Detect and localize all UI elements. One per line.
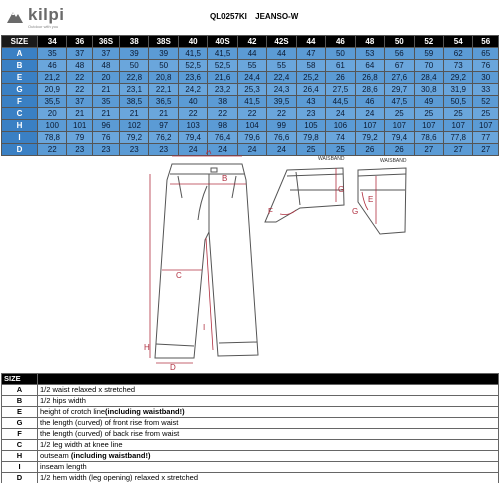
measurement-value: 35 (92, 96, 119, 108)
measurement-value: 44 (267, 48, 296, 60)
pants-label-i: I (203, 323, 206, 332)
measurement-value: 62 (444, 48, 473, 60)
pants-label-b: B (222, 174, 228, 183)
size-column-header: 44 (296, 36, 325, 48)
measurement-value: 39,5 (267, 96, 296, 108)
size-table-row (2, 96, 499, 108)
measurement-value: 24 (267, 144, 296, 156)
pants-label-h: H (144, 343, 150, 352)
measurement-value: 50 (149, 60, 178, 72)
legend-key: F (2, 429, 38, 440)
legend-text: 1/2 waist relaxed x stretched (40, 385, 136, 394)
measurement-value: 26,8 (355, 72, 384, 84)
legend-description (38, 396, 499, 407)
measurement-value: 30,8 (414, 84, 443, 96)
size-column-header: 52 (414, 36, 443, 48)
measurement-value: 26 (326, 72, 355, 84)
measurement-value: 23,1 (120, 84, 149, 96)
measurement-value: 107 (355, 120, 384, 132)
back-waistband-label: WAISBAND (380, 158, 407, 164)
legend-text: 1/2 hips width (40, 396, 86, 405)
size-column-header: 38 (120, 36, 149, 48)
measurement-value: 20 (38, 108, 67, 120)
measurement-value: 103 (178, 120, 207, 132)
legend-key: D (2, 473, 38, 483)
measurement-value: 21 (149, 108, 178, 120)
measurement-value: 27,5 (326, 84, 355, 96)
legend-description (38, 385, 499, 396)
measurement-value: 99 (267, 120, 296, 132)
measurement-key: H (2, 120, 38, 132)
measurement-value: 96 (92, 120, 119, 132)
measurement-value: 79,6 (237, 132, 266, 144)
measurement-value: 73 (444, 60, 473, 72)
measurement-value: 27 (414, 144, 443, 156)
legend-description (38, 440, 499, 451)
legend-note: (including waistband!) (105, 407, 185, 416)
measurement-value: 38,5 (120, 96, 149, 108)
measurement-value: 107 (473, 120, 499, 132)
product-code: QL0257KI (210, 12, 247, 21)
measurement-value: 52,5 (178, 60, 207, 72)
measurement-value: 76 (473, 60, 499, 72)
legend-key: A (2, 385, 38, 396)
measurement-value: 22,8 (120, 72, 149, 84)
legend-text: 1/2 hem width (leg opening) relaxed x stretched (40, 473, 199, 482)
measurement-value: 67 (385, 60, 414, 72)
size-table-row (2, 48, 499, 60)
measurement-value: 41,5 (208, 48, 237, 60)
brand-name: kilpi (28, 5, 65, 24)
measurement-key: I (2, 132, 38, 144)
measurement-value: 28,6 (355, 84, 384, 96)
measurement-value: 50 (120, 60, 149, 72)
measurement-value: 48 (92, 60, 119, 72)
size-column-header: 36S (92, 36, 119, 48)
measurement-value: 29,2 (444, 72, 473, 84)
measurement-value: 24,4 (237, 72, 266, 84)
legend-description (38, 462, 499, 473)
measurement-value: 21,6 (208, 72, 237, 84)
measurement-value: 79,4 (385, 132, 414, 144)
measurement-value: 23 (296, 108, 325, 120)
measurement-value: 22 (237, 108, 266, 120)
measurement-key: B (2, 60, 38, 72)
measurement-value: 27,6 (385, 72, 414, 84)
size-column-header: 42 (237, 36, 266, 48)
measurement-value: 20,9 (38, 84, 67, 96)
measurement-value: 56 (385, 48, 414, 60)
measurement-value: 27 (473, 144, 499, 156)
measurement-value: 102 (120, 120, 149, 132)
measurement-value: 24 (208, 144, 237, 156)
size-column-header: 56 (473, 36, 499, 48)
legend-key: C (2, 440, 38, 451)
measurement-value: 23,2 (208, 84, 237, 96)
measurement-value: 79,2 (355, 132, 384, 144)
measurement-value: 24,3 (267, 84, 296, 96)
measurement-value: 35 (38, 48, 67, 60)
measurement-value: 65 (473, 48, 499, 60)
size-table-row (2, 120, 499, 132)
size-column-header: 42S (267, 36, 296, 48)
measurement-value: 58 (296, 60, 325, 72)
measurement-value: 40 (178, 96, 207, 108)
measurement-value: 97 (149, 120, 178, 132)
measurement-value: 46 (355, 96, 384, 108)
measurement-value: 25,3 (237, 84, 266, 96)
size-table-body (2, 48, 499, 156)
measurement-value: 21,2 (38, 72, 67, 84)
measurement-value: 61 (326, 60, 355, 72)
measurement-value: 26 (355, 144, 384, 156)
measurement-value: 44,5 (326, 96, 355, 108)
size-table-row (2, 72, 499, 84)
measurement-value: 55 (267, 60, 296, 72)
measurement-value: 79 (67, 132, 93, 144)
measurement-value: 24 (178, 144, 207, 156)
header (0, 0, 500, 34)
measurement-value: 23 (92, 144, 119, 156)
legend-row (2, 462, 499, 473)
legend-note: (including waistband!) (70, 451, 151, 460)
measurement-value: 79,2 (120, 132, 149, 144)
size-column-header: 36 (67, 36, 93, 48)
measurement-value: 23 (67, 144, 93, 156)
measurement-value: 25 (473, 108, 499, 120)
legend-row (2, 440, 499, 451)
legend-description (38, 451, 499, 462)
legend-row (2, 385, 499, 396)
front-waistband-label: WAISBAND (318, 156, 345, 162)
front-label-g: G (338, 185, 345, 194)
legend-description (38, 473, 499, 483)
waist-front-detail (265, 168, 344, 222)
measurement-value: 38 (208, 96, 237, 108)
measurement-value: 25 (296, 144, 325, 156)
measurement-value: 107 (414, 120, 443, 132)
measurement-value: 46 (38, 60, 67, 72)
measurement-key: G (2, 84, 38, 96)
front-measure-f-line (280, 210, 296, 215)
measurement-value: 78,6 (414, 132, 443, 144)
measurement-value: 76,4 (208, 132, 237, 144)
measurement-key: A (2, 48, 38, 60)
measurement-value: 22 (67, 84, 93, 96)
measurement-value: 27 (444, 144, 473, 156)
measurement-value: 77 (473, 132, 499, 144)
legend-text: height of crotch line (40, 407, 106, 416)
legend-text: 1/2 leg width at knee line (40, 440, 123, 449)
measurement-value: 25 (326, 144, 355, 156)
measurement-value: 35,5 (38, 96, 67, 108)
legend-row (2, 418, 499, 429)
measurement-value: 74 (326, 132, 355, 144)
measurement-value: 52,5 (208, 60, 237, 72)
measurement-value: 22 (38, 144, 67, 156)
legend-row (2, 407, 499, 418)
size-table-row (2, 132, 499, 144)
size-table (1, 35, 499, 156)
measurement-value: 107 (444, 120, 473, 132)
measurement-value: 52 (473, 96, 499, 108)
measurement-value: 41,5 (237, 96, 266, 108)
legend-key: G (2, 418, 38, 429)
measurement-value: 79,8 (296, 132, 325, 144)
measurement-value: 22,1 (149, 84, 178, 96)
legend-description (38, 429, 499, 440)
measurement-value: 37 (67, 96, 93, 108)
measurement-value: 23 (120, 144, 149, 156)
measurement-value: 22 (67, 72, 93, 84)
measurement-value: 31,9 (444, 84, 473, 96)
measurement-value: 24 (355, 108, 384, 120)
measurement-key: D (2, 144, 38, 156)
pants-label-c: C (176, 271, 182, 280)
measurement-value: 47,5 (385, 96, 414, 108)
measurement-value: 30 (473, 72, 499, 84)
legend-key: I (2, 462, 38, 473)
legend-row (2, 451, 499, 462)
pants-outline (155, 164, 258, 358)
legend-text: outseam (40, 451, 71, 460)
legend-header-label: SIZE (2, 374, 38, 385)
measurement-value: 64 (355, 60, 384, 72)
measurement-value: 44 (237, 48, 266, 60)
measurement-value: 107 (385, 120, 414, 132)
size-column-header: 50 (385, 36, 414, 48)
size-column-header: 40S (208, 36, 237, 48)
measurement-key: F (2, 96, 38, 108)
measurement-value: 26 (385, 144, 414, 156)
measurement-value: 76,6 (267, 132, 296, 144)
measurement-value: 39 (120, 48, 149, 60)
measurement-value: 41,5 (178, 48, 207, 60)
measurement-value: 76 (92, 132, 119, 144)
legend-description (38, 418, 499, 429)
size-table-header (2, 36, 499, 48)
size-table-row (2, 84, 499, 96)
measurement-value: 105 (296, 120, 325, 132)
measurement-value: 24 (326, 108, 355, 120)
measurement-drawing (0, 150, 500, 372)
measurement-legend (1, 373, 499, 483)
back-label-g: G (352, 207, 359, 216)
measurement-value: 55 (237, 60, 266, 72)
waist-back-detail (358, 168, 406, 234)
measurement-value: 22 (208, 108, 237, 120)
measurement-value: 78,8 (38, 132, 67, 144)
measurement-value: 21 (92, 84, 119, 96)
product-title (210, 12, 304, 21)
measurement-value: 106 (326, 120, 355, 132)
measurement-value: 59 (414, 48, 443, 60)
measurement-value: 36,5 (149, 96, 178, 108)
measurement-value: 70 (414, 60, 443, 72)
measurement-value: 98 (208, 120, 237, 132)
measurement-value: 104 (237, 120, 266, 132)
size-column-header: 34 (38, 36, 67, 48)
measurement-value: 26,4 (296, 84, 325, 96)
measurement-key: E (2, 72, 38, 84)
measurement-value: 28,4 (414, 72, 443, 84)
legend-row (2, 396, 499, 407)
size-column-header: 48 (355, 36, 384, 48)
size-table-row (2, 108, 499, 120)
measurement-value: 24 (237, 144, 266, 156)
size-column-header: 40 (178, 36, 207, 48)
legend-description (38, 407, 499, 418)
measurement-value: 47 (296, 48, 325, 60)
size-column-header: 54 (444, 36, 473, 48)
brand-logo (6, 5, 86, 31)
measurement-value: 20 (92, 72, 119, 84)
measurement-value: 22 (267, 108, 296, 120)
measurement-value: 29,7 (385, 84, 414, 96)
measurement-value: 24,2 (178, 84, 207, 96)
pants-label-d: D (170, 363, 176, 372)
measurement-value: 25 (444, 108, 473, 120)
measurement-value: 50,5 (444, 96, 473, 108)
measurement-value: 21 (120, 108, 149, 120)
legend-text: the length (curved) of front rise from waist (40, 418, 179, 427)
product-name: JEANSO-W (255, 12, 299, 21)
measurement-value: 77,8 (444, 132, 473, 144)
legend-key: E (2, 407, 38, 418)
legend-text: inseam length (40, 462, 87, 471)
measurement-value: 25 (385, 108, 414, 120)
measurement-value: 53 (355, 48, 384, 60)
measurement-key: C (2, 108, 38, 120)
legend-key: B (2, 396, 38, 407)
legend-text: the length (curved) of back rise from waist (40, 429, 180, 438)
measurement-value: 21 (92, 108, 119, 120)
legend-body (2, 385, 499, 483)
pants-measure-lines (150, 156, 246, 363)
measurement-value: 22 (178, 108, 207, 120)
measurement-value: 33 (473, 84, 499, 96)
measurement-value: 23,6 (178, 72, 207, 84)
legend-key: H (2, 451, 38, 462)
legend-header (2, 374, 499, 385)
measurement-value: 21 (67, 108, 93, 120)
measurement-value: 50 (326, 48, 355, 60)
measurement-value: 43 (296, 96, 325, 108)
size-table-corner: SIZE (2, 36, 38, 48)
measurement-value: 23 (149, 144, 178, 156)
front-label-f: F (268, 207, 273, 216)
measurement-value: 25 (414, 108, 443, 120)
back-label-e: E (368, 195, 374, 204)
mountain-logo-icon (6, 7, 24, 25)
measurement-value: 22,4 (267, 72, 296, 84)
measurement-value: 49 (414, 96, 443, 108)
measurement-value: 37 (67, 48, 93, 60)
legend-header-blank (38, 374, 499, 385)
measurement-value: 20,8 (149, 72, 178, 84)
measurement-value: 76,2 (149, 132, 178, 144)
measurement-value: 48 (67, 60, 93, 72)
brand-tagline: Outdoor with you (28, 24, 59, 29)
measurement-value: 100 (38, 120, 67, 132)
size-table-row (2, 60, 499, 72)
legend-row (2, 473, 499, 483)
measurement-value: 39 (149, 48, 178, 60)
measurement-value: 25,2 (296, 72, 325, 84)
size-column-header: 46 (326, 36, 355, 48)
legend-row (2, 429, 499, 440)
measurement-value: 101 (67, 120, 93, 132)
pants-label-a: A (206, 150, 212, 156)
measurement-value: 37 (92, 48, 119, 60)
measurement-value: 79,4 (178, 132, 207, 144)
size-column-header: 38S (149, 36, 178, 48)
